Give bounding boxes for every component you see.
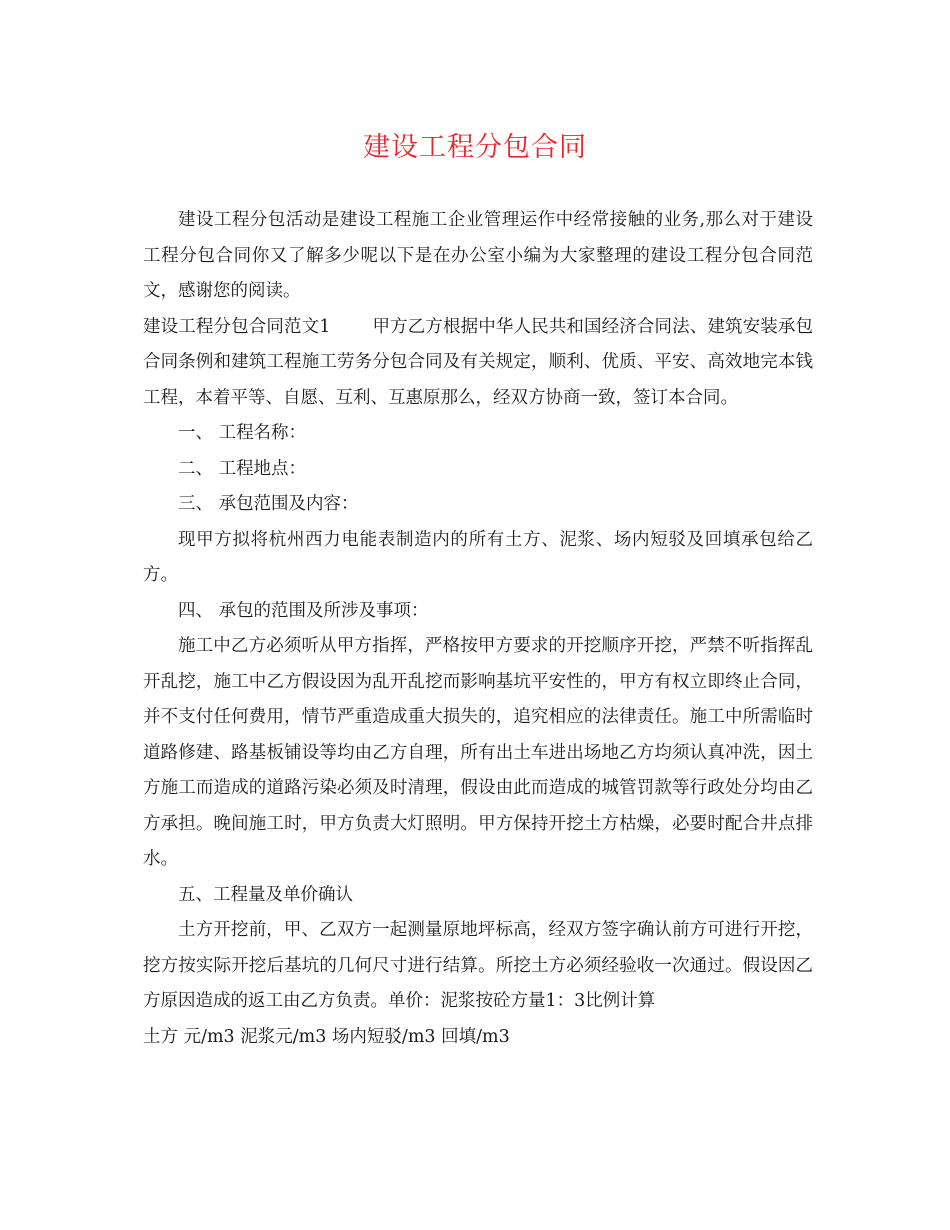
section-heading-1: 一、 工程名称：: [178, 423, 307, 443]
preamble-text: 甲方乙方根据中华人民共和国经济合同法、建筑安装承包合同条例和建筑工程施工劳务分包合同及有关规定，顺利、优质、平安、高效地完本钱工程，本着平等、自愿、互利、互惠原那么，经双方协商一致，签订本合同。: [143, 316, 814, 408]
section-body-4: 施工中乙方必须听从甲方指挥，严格按甲方要求的开挖顺序开挖，严禁不听指挥乱开乱挖，施工中乙方假设因为乱开乱挖而影响基坑平安性的，甲方有权立即终止合同，并不支付任何费用，情节严重造成重大损失的，追究相应的法律责任。施工中所需临时道路修建、路基板铺设等均由乙方自理，所有出土车进出场地乙方均须认真冲洗，因土方施工而造成的道路污染必须及时清理，假设由此而造成的城管罚款等行政处分均由乙方承担。晚间施工时，甲方负责大灯照明。甲方保持开挖土方枯燥，必要时配合井点排水。: [143, 636, 813, 869]
sample-label: 建设工程分包合同范文1: [143, 316, 331, 337]
section-heading-4: 四、 承包的范围及所涉及事项：: [178, 600, 429, 621]
document-title: 建设工程分包合同: [363, 132, 587, 163]
section-body-5: 土方开挖前，甲、乙双方一起测量原地坪标高，经双方签字确认前方可进行开挖，挖方按实际开挖后基坑的几何尺寸进行结算。所挖土方必须经验收一次通过。假设因乙方原因造成的返工由乙方负责。单价：泥浆按砼方量1：3比例计算: [143, 920, 813, 1011]
section-heading-3: 三、 承包范围及内容：: [178, 494, 359, 514]
price-line: 土方 元/m3 泥浆元/m3 场内短驳/m3 回填/m3: [143, 1026, 510, 1047]
section-body-3: 现甲方拟将杭州西力电能表制造内的所有土方、泥浆、场内短驳及回填承包给乙方。: [143, 529, 813, 585]
sample-paragraph: [143, 310, 813, 417]
section-heading-5: 五、工程量及单价确认: [178, 884, 353, 905]
document-body: [143, 203, 813, 1055]
intro-paragraph: 建设工程分包活动是建设工程施工企业管理运作中经常接触的业务,那么对于建设工程分包合同你又了解多少呢以下是在办公室小编为大家整理的建设工程分包合同范文，感谢您的阅读。: [143, 210, 813, 301]
section-heading-2: 二、 工程地点：: [178, 458, 307, 479]
